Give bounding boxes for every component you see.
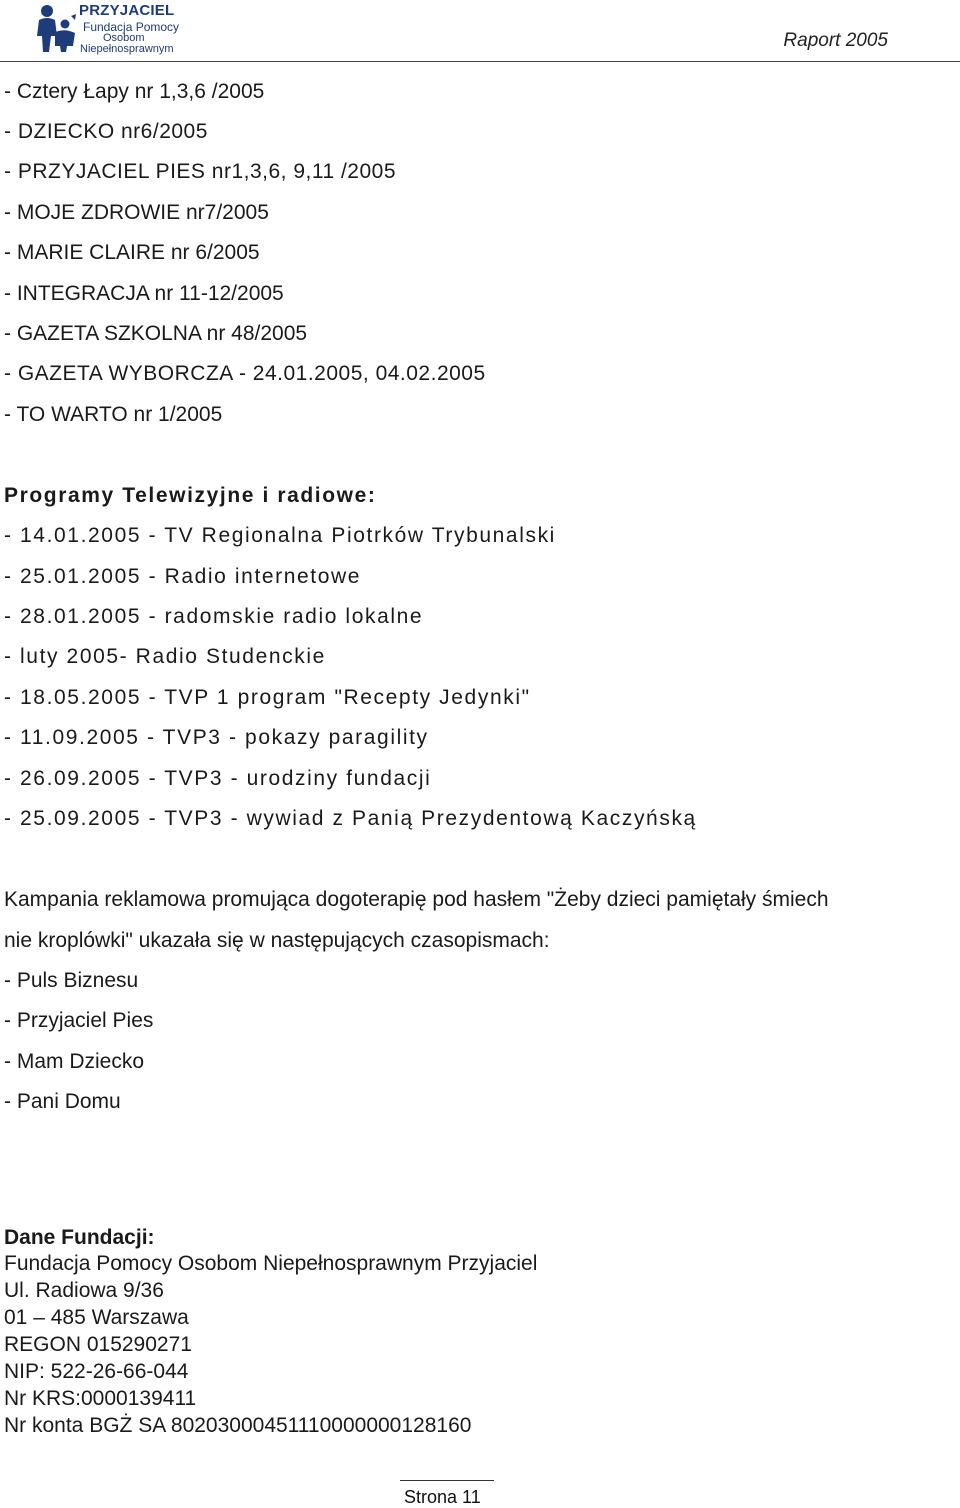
press-item: - PRZYJACIEL PIES nr1,3,6, 9,11 /2005 [4,160,397,183]
foundation-line: Nr konta BGŻ SA 80203000451110000000128160 [4,1414,472,1437]
tv-radio-item: - 28.01.2005 - radomskie radio lokalne [4,605,424,628]
foundation-line: Fundacja Pomocy Osobom Niepełnosprawnym Przyjaciel [4,1252,538,1275]
tv-radio-heading: Programy Telewizyjne i radiowe: [4,484,377,507]
logo-text-przyjaciel: PRZYJACIEL [79,2,175,19]
logo-text-line4: Niepełnosprawnym [80,43,174,55]
tv-radio-item: - luty 2005- Radio Studenckie [4,645,326,668]
press-item: - MOJE ZDROWIE nr7/2005 [4,201,269,224]
foundation-logo [33,2,183,54]
header-divider [0,61,960,62]
report-title: Raport 2005 [783,30,888,51]
tv-radio-item: - 18.05.2005 - TVP 1 program "Recepty Jedynki" [4,686,531,709]
foundation-line: NIP: 522-26-66-044 [4,1360,189,1383]
press-item: - INTEGRACJA nr 11-12/2005 [4,282,284,305]
press-item: - MARIE CLAIRE nr 6/2005 [4,241,260,264]
foundation-line: Ul. Radiowa 9/36 [4,1279,164,1302]
press-item: - GAZETA SZKOLNA nr 48/2005 [4,322,308,345]
campaign-magazine: - Pani Domu [4,1090,121,1113]
campaign-magazine: - Mam Dziecko [4,1050,145,1073]
press-item: - DZIECKO nr6/2005 [4,120,208,143]
press-item: - GAZETA WYBORCZA - 24.01.2005, 04.02.2005 [4,362,486,385]
foundation-line: Nr KRS:0000139411 [4,1387,197,1410]
foundation-heading: Dane Fundacji: [4,1226,155,1249]
press-item: - Cztery Łapy nr 1,3,6 /2005 [4,80,265,103]
press-item: - TO WARTO nr 1/2005 [4,403,223,426]
tv-radio-item: - 11.09.2005 - TVP3 - pokazy paragility [4,726,429,749]
campaign-magazine: - Puls Biznesu [4,969,139,992]
logo-figures-icon [33,2,77,54]
campaign-magazine: - Przyjaciel Pies [4,1009,154,1032]
campaign-text-line1: Kampania reklamowa promująca dogoterapię pod hasłem "Żeby dzieci pamiętały śmiech [4,888,829,911]
page-number: Strona 11 [404,1487,481,1507]
foundation-line: REGON 015290271 [4,1333,192,1356]
foundation-line: 01 – 485 Warszawa [4,1306,189,1329]
tv-radio-item: - 25.01.2005 - Radio internetowe [4,565,362,588]
logo-text-line2: Fundacja Pomocy [83,20,180,34]
footer-divider [400,1480,494,1481]
tv-radio-item: - 14.01.2005 - TV Regionalna Piotrków Trybunalski [4,524,556,547]
tv-radio-item: - 25.09.2005 - TVP3 - wywiad z Panią Prezydentową Kaczyńską [4,807,697,830]
campaign-text-line2: nie kroplówki" ukazała się w następujących czasopismach: [4,929,550,952]
tv-radio-item: - 26.09.2005 - TVP3 - urodziny fundacji [4,767,432,790]
logo-text-line3: Osobom [103,32,145,44]
